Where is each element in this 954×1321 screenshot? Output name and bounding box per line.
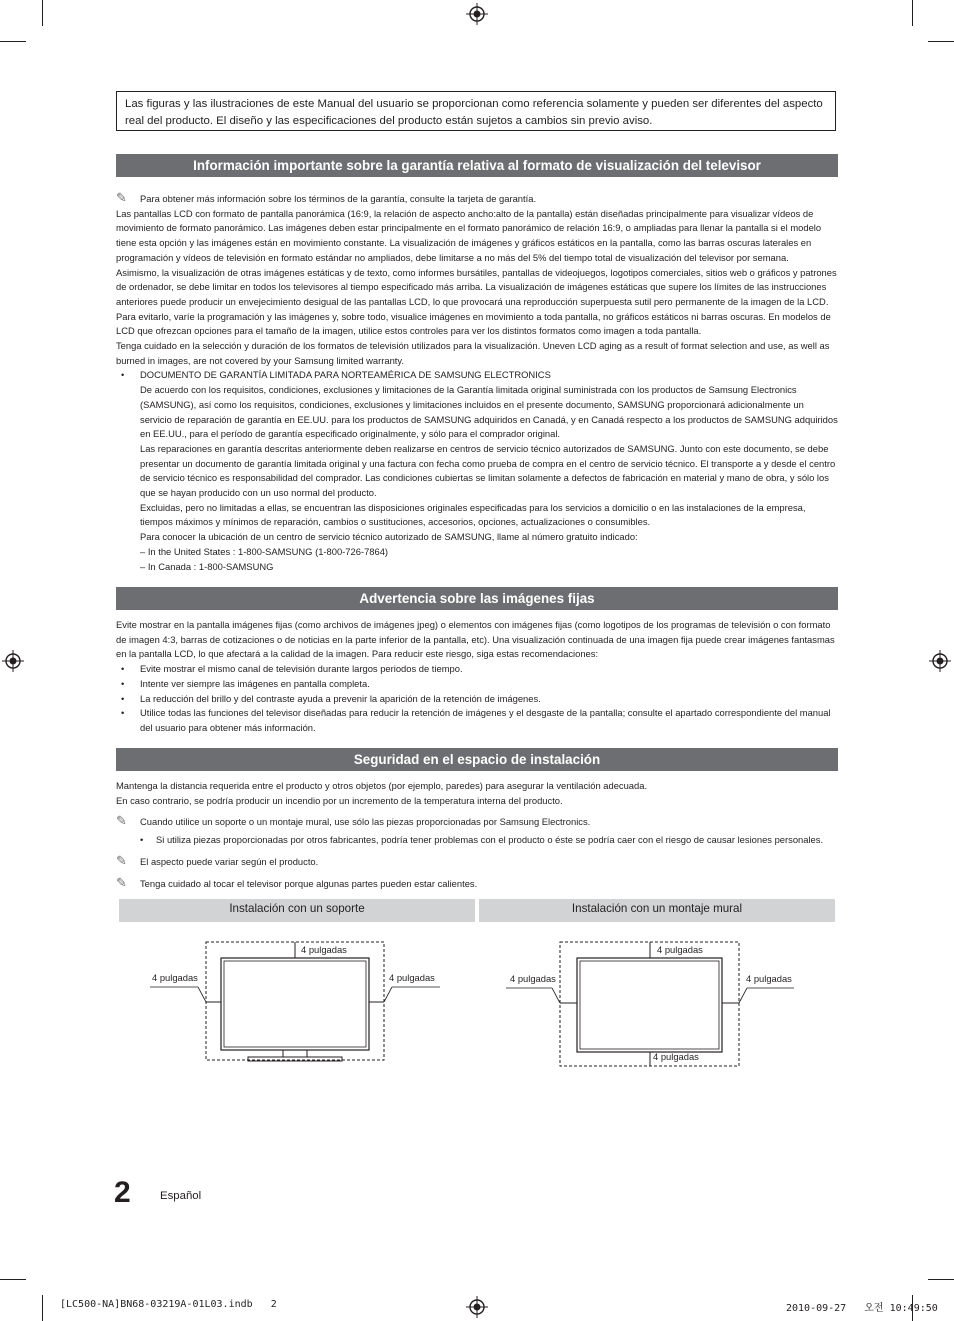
warranty-paragraph: Las pantallas LCD con formato de pantalla panorámica (16:9, la relación de aspecto ancho:alto de la pantalla) están diseñadas principalmente para visualizar vídeos de movimiento de formato panorámico. Las imágenes deben estar principalmente en el formato panorámico de relación 16:9, o ampliadas para llenar la pantalla si el modelo tiene esta opción y las imágenes están en movimiento constante. La visualización de imágenes y gráficos estáticos en la pantalla, como las barras oscuras laterales en programación y vídeos de televisión en formato estándar no ampliados, debe limitarse a no más del 5% del tiempo total de visualización del televisor por semana. (116, 207, 822, 263)
installation-note-text: Cuando utilice un soporte o un montaje mural, use sólo las piezas proporcionadas por Samsung Electronics. (140, 816, 591, 827)
registration-mark-icon (466, 1296, 488, 1318)
wall-mount-install-header: Instalación con un montaje mural (479, 899, 835, 922)
pencil-note-icon: ✎ (116, 813, 127, 828)
page-number: 2 (114, 1176, 131, 1209)
warranty-bullet-paragraph: De acuerdo con los requisitos, condiciones, exclusiones y limitaciones de la Garantía limitada original suministrada con los productos de Samsung Electronics (SAMSUNG), así como los requisitos, condiciones, exclusiones y limitaciones incluidos en el presente documento, SAMSUNG proporcionará adicionalmente un servicio de reparación de garantía en EE.UU. para los productos de SAMSUNG adquiridos en Canadá, y en Canadá respecto a los productos de SAMSUNG adquiridos en EE.UU., para el período de garantía especificado originalmente, y sólo para el comprador original. (140, 384, 838, 440)
installation-note (116, 877, 838, 892)
crop-mark (42, 1295, 43, 1321)
footer-file-info: [LC500-NA]BN68-03219A-01L03.indb 2 (60, 1299, 277, 1310)
warranty-bullet-paragraph: Para conocer la ubicación de un centro de servicio técnico autorizado de SAMSUNG, llame al número gratuito indicado: (140, 531, 638, 543)
warranty-phone-us: – In the United States : 1-800-SAMSUNG (1-800-726-7864) (140, 545, 389, 557)
crop-mark (0, 1279, 26, 1280)
wall-right-distance-label: 4 pulgadas (746, 973, 792, 984)
stand-right-distance-label: 4 pulgadas (389, 972, 435, 983)
crop-mark (42, 0, 43, 26)
still-image-intro: Evite mostrar en la pantalla imágenes fijas (como archivos de imágenes jpeg) o elementos con imágenes fijas (como logotipos de los programas de televisión o con formato de imagen 4:3, barras de cotizaciones o de noticias en la parte inferior de la pantalla, etc). Una visualización continuada de una imagen fija puede crear imágenes fantasmas en la pantalla LCD, lo que afectará a la calidad de la imagen. Para reducir este riesgo, siga estas recomendaciones: (116, 619, 835, 660)
crop-mark (0, 41, 26, 42)
installation-note (116, 815, 838, 830)
wall-bottom-distance-label: 4 pulgadas (653, 1051, 699, 1062)
installation-paragraph: En caso contrario, se podría producir un incendio por un incremento de la temperatura interna del producto. (116, 794, 563, 806)
installation-note-text: El aspecto puede variar según el producto. (140, 856, 319, 867)
pencil-note-icon: ✎ (116, 190, 127, 205)
pencil-note-icon: ✎ (116, 875, 127, 890)
bullet-icon: • (140, 834, 144, 845)
registration-mark-icon (2, 650, 24, 672)
stand-left-distance-label: 4 pulgadas (152, 972, 198, 983)
still-image-list-item: • Evite mostrar el mismo canal de televisión durante largos periodos de tiempo. (116, 662, 838, 677)
warranty-note-text: Para obtener más información sobre los términos de la garantía, consulte la tarjeta de garantía. (140, 193, 537, 204)
still-image-list-item: • La reducción del brillo y del contraste ayuda a prevenir la aparición de la retención de imágenes. (116, 692, 838, 707)
disclaimer-box: Las figuras y las ilustraciones de este Manual del usuario se proporcionan como referencia solamente y pueden ser diferentes del aspecto real del producto. El diseño y las especificaciones del producto están sujetos a cambios sin previo aviso. (116, 91, 836, 131)
registration-mark-icon (466, 3, 488, 25)
warranty-section-body (116, 192, 838, 574)
warranty-note (116, 192, 838, 207)
installation-paragraph: Mantenga la distancia requerida entre el producto y otros objetos (por ejemplo, paredes) para asegurar la ventilación adecuada. (116, 780, 648, 791)
still-image-section-body (116, 618, 838, 736)
installation-sub-bullet-text: Si utiliza piezas proporcionadas por otros fabricantes, podría tener problemas con el producto o éste se podría caer con el riesgo de causar lesiones personales. (156, 834, 824, 845)
warranty-bullet-paragraph: Las reparaciones en garantía descritas anteriormente deben realizarse en centros de servicio técnico autorizados de SAMSUNG. Junto con este documento, se debe presentar un documento de garantía limitada original y una factura con fecha como prueba de compra en el centro de servicio técnico. El transporte a y desde el centro de servicio técnico es responsabilidad del comprador. Las condiciones cubiertas se limitan solamente a defectos de fabricación en material y mano de obra, y sólo los que se hayan producido con un uso normal del producto. (140, 442, 836, 499)
installation-section-body (116, 779, 838, 808)
warranty-paragraph: Tenga cuidado en la selección y duración de los formatos de televisión utilizados para la visualización. Uneven LCD aging as a result of format selection and use, as well as burned in images, are not covered by your Samsung limited warranty. (116, 340, 830, 366)
installation-note (116, 855, 838, 870)
warranty-bullet: • DOCUMENTO DE GARANTÍA LIMITADA PARA NORTEAMÉRICA DE SAMSUNG ELECTRONICS (116, 368, 838, 383)
still-image-list-item: • Utilice todas las funciones del televisor diseñadas para reducir la retención de imágenes y el desgaste de la pantalla; consulte el apartado correspondiente del manual del usuario para obtener más información. (116, 706, 838, 735)
pencil-note-icon: ✎ (116, 853, 127, 868)
stand-install-header: Instalación con un soporte (119, 899, 475, 922)
warranty-section-heading: Información importante sobre la garantía relativa al formato de visualización del televisor (116, 154, 838, 177)
crop-mark (912, 0, 913, 26)
warranty-phone-ca: – In Canada : 1-800-SAMSUNG (140, 560, 274, 572)
still-image-section-heading: Advertencia sobre las imágenes fijas (116, 587, 838, 610)
still-image-list-item: • Intente ver siempre las imágenes en pantalla completa. (116, 677, 838, 692)
installation-note-text: Tenga cuidado al tocar el televisor porque algunas partes pueden estar calientes. (140, 878, 478, 889)
wall-left-distance-label: 4 pulgadas (510, 973, 556, 984)
crop-mark (928, 1279, 954, 1280)
crop-mark (928, 41, 954, 42)
wall-top-distance-label: 4 pulgadas (657, 944, 703, 955)
warranty-paragraph: Asimismo, la visualización de otras imágenes estáticas y de texto, como informes bursátiles, pantallas de videojuegos, logotipos comerciales, sitios web o gráficos y patrones de ordenador, se debe limitar en todos los televisores al tiempo especificado más arriba. La visualización de imágenes estáticas que supere los límites de las instrucciones anteriores puede producir un envejecimiento desigual de las pantallas LCD, lo que provocará una reproducción superpuesta sutil pero permanente de la imagen de la LCD. Para evitarlo, varíe la programación y las imágenes y, sobre todo, visualice imágenes en movimiento a toda pantalla, no gráficos estáticos ni barras oscuras. En modelos de LCD que ofrezcan opciones para el tamaño de la imagen, utilice estos controles para ver los distintos formatos como imagen a toda pantalla. (116, 266, 837, 337)
stand-top-distance-label: 4 pulgadas (301, 944, 347, 955)
installation-section-heading: Seguridad en el espacio de instalación (116, 748, 838, 771)
footer-timestamp: 2010-09-27 오전 10:49:50 (786, 1303, 938, 1314)
stand-installation-diagram (140, 930, 460, 1070)
page-language: Español (160, 1190, 202, 1202)
installation-sub-bullet (116, 833, 838, 848)
warranty-bullet-paragraph: Excluidas, pero no limitadas a ellas, se encuentran las disposiciones originales especificadas para los servicios a domicilio o en las instalaciones de la empresa, tiempos máximos y mínimos de reparación, cambios o sustituciones, accesorios, opciones, actualizaciones o consumibles. (140, 501, 806, 528)
registration-mark-icon (929, 650, 951, 672)
